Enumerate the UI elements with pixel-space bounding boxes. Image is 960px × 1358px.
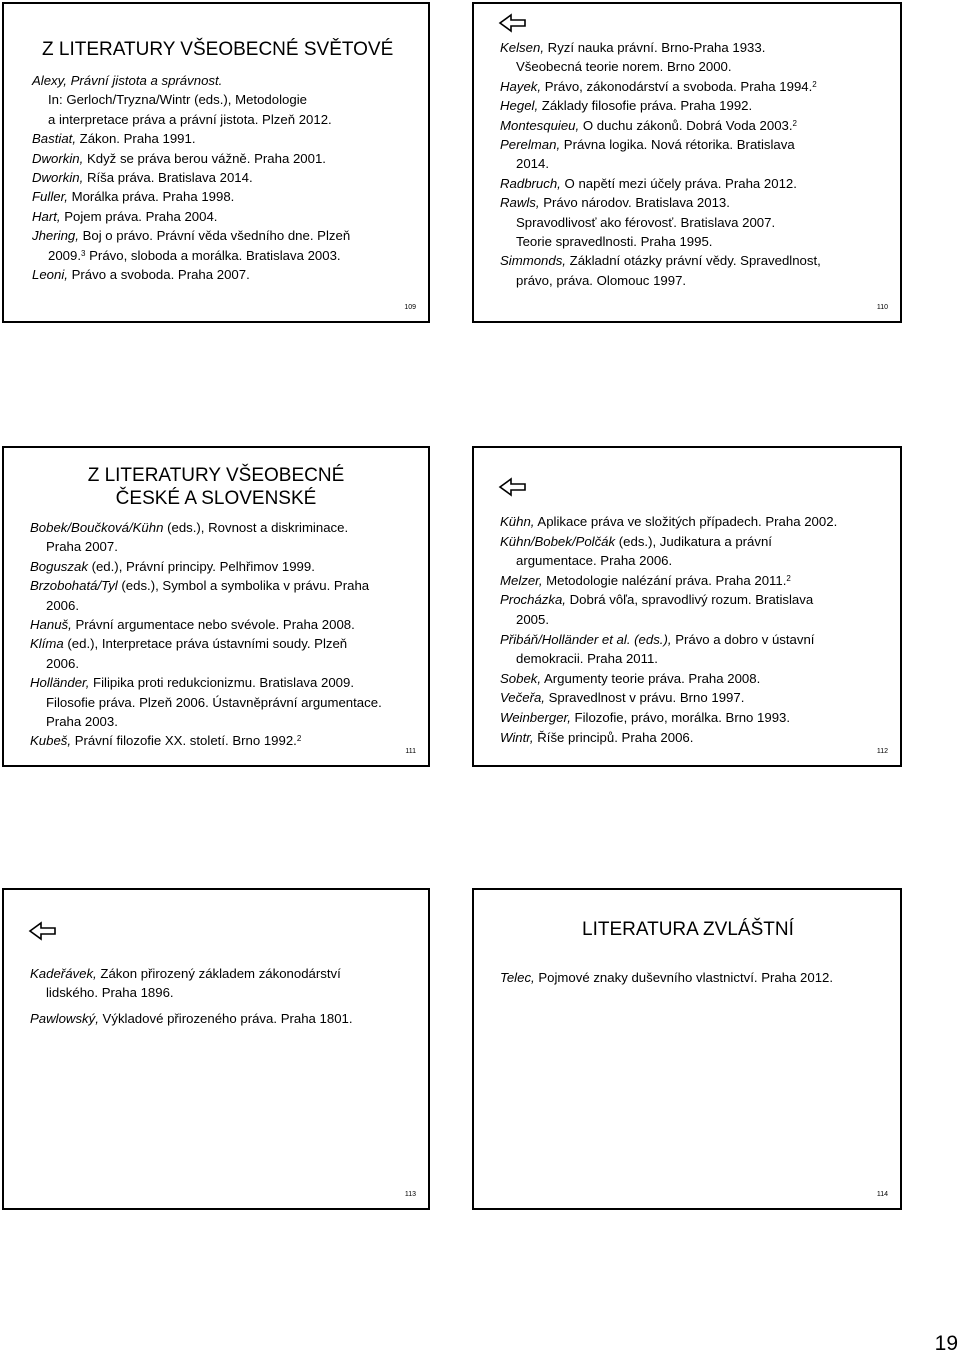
reference-title: (ed.), Interpretace práva ústavními soudy. Plzeň	[63, 636, 348, 652]
reference-author: Melzer,	[500, 572, 543, 588]
left-arrow-icon	[498, 476, 528, 498]
reference-continuation: lidského. Praha 1896.	[46, 985, 174, 1001]
reference-title: Zákon přirozený základem zákonodárství	[96, 966, 341, 981]
reference-title: Dobrá vôľa, spravodlivý rozum. Bratislava	[565, 592, 814, 608]
reference-author: Přibáň/Holländer et al. (eds.),	[500, 631, 672, 647]
slide-title: Z LITERATURY VŠEOBECNÉ SVĚTOVÉ	[42, 39, 394, 60]
reference-entry	[32, 149, 350, 168]
reference-list	[30, 518, 382, 751]
reference-entry	[500, 116, 821, 135]
reference-entry	[500, 669, 837, 689]
reference-entry	[500, 571, 837, 591]
reference-continuation: právo, práva. Olomouc 1997.	[516, 272, 687, 288]
reference-title: Pojmové znaky duševního vlastnictví. Praha 2012.	[534, 970, 834, 985]
reference-continuation: Praha 2003.	[46, 714, 118, 730]
slide-title-line: Z LITERATURY VŠEOBECNÉ	[87, 465, 345, 486]
reference-author: Brzobohatá/Tyl	[30, 578, 118, 594]
reference-entry	[32, 207, 350, 226]
reference-author: Dworkin,	[32, 150, 84, 166]
reference-entry	[32, 71, 350, 129]
reference-continuation: 2006.	[46, 655, 80, 671]
reference-entry	[500, 135, 821, 174]
reference-title: Morálka práva. Praha 1998.	[67, 189, 235, 205]
reference-title: Základní otázky právní vědy. Spravedlnost,	[565, 253, 821, 269]
reference-author: Hayek,	[500, 78, 542, 94]
left-arrow-icon	[28, 920, 58, 942]
reference-title: Aplikace práva ve složitých případech. Praha 2002.	[534, 514, 838, 529]
reference-author: Procházka,	[500, 592, 566, 608]
slide-number: 110	[876, 304, 888, 311]
reference-entry	[32, 187, 350, 206]
reference-continuation: In: Gerloch/Tryzna/Wintr (eds.), Metodologie	[48, 92, 307, 108]
reference-list	[32, 71, 350, 284]
reference-entry	[500, 728, 837, 748]
reference-author: Holländer,	[30, 675, 90, 691]
reference-author: Bobek/Boučková/Kühn	[30, 520, 164, 535]
reference-author: Fuller,	[32, 189, 68, 205]
reference-author: Sobek,	[500, 670, 542, 686]
reference-title: Základy filosofie práva. Praha 1992.	[538, 98, 753, 114]
reference-continuation: Praha 2007.	[46, 539, 118, 555]
edition-superscript: 2	[296, 734, 302, 744]
edition-superscript: 2	[786, 573, 791, 583]
slide-number: 109	[404, 304, 416, 311]
reference-entry	[32, 226, 350, 265]
slide-113	[2, 888, 430, 1210]
reference-title: (ed.), Právní principy. Pelhřimov 1999.	[87, 558, 315, 574]
reference-entry	[32, 168, 350, 187]
reference-author: Hegel,	[500, 98, 539, 114]
reference-title: Filipika proti redukcionizmu. Bratislava 2009.	[89, 675, 354, 691]
reference-entry	[500, 708, 837, 728]
reference-author: Dworkin,	[32, 170, 84, 186]
reference-title: Spravedlnost v právu. Brno 1997.	[544, 690, 745, 706]
slide-title: LITERATURA ZVLÁŠTNÍ	[582, 919, 794, 940]
reference-entry	[30, 1009, 353, 1028]
reference-continuation: 2014.	[516, 156, 550, 172]
reference-author: Kühn/Bobek/Polčák	[500, 533, 616, 549]
reference-author: Simmonds,	[500, 253, 566, 269]
reference-entry	[500, 688, 837, 708]
reference-title: Právo a dobro v ústavní	[671, 631, 815, 647]
reference-title: Ríša práva. Bratislava 2014.	[83, 170, 253, 186]
slide-number: 113	[404, 1191, 416, 1198]
reference-title: Ryzí nauka právní. Brno-Praha 1933.	[544, 40, 766, 55]
edition-superscript: 2	[792, 118, 797, 128]
slide-109	[2, 2, 430, 323]
reference-entry	[32, 129, 350, 148]
reference-title: Právo národov. Bratislava 2013.	[539, 195, 730, 211]
reference-title: Výkladové přirozeného práva. Praha 1801.	[98, 1010, 353, 1026]
reference-entry	[500, 512, 837, 532]
reference-author: Weinberger,	[500, 709, 571, 725]
reference-text: Alexy, Právní jistota a správnost.	[32, 73, 223, 88]
reference-entry	[500, 251, 821, 290]
left-arrow-icon	[498, 12, 528, 34]
reference-author: Telec,	[500, 970, 535, 985]
reference-title: Když se práva berou vážně. Praha 2001.	[83, 150, 326, 166]
reference-entry	[500, 532, 837, 571]
reference-entry	[500, 174, 821, 193]
reference-title: O duchu zákonů. Dobrá Voda 2003.	[579, 117, 793, 133]
reference-author: Kadeřávek,	[30, 966, 97, 981]
slide-111	[2, 446, 430, 767]
reference-title: Říše principů. Praha 2006.	[533, 729, 694, 745]
slide-number: 112	[876, 748, 888, 755]
edition-superscript: 3	[81, 248, 86, 258]
reference-author: Wintr,	[500, 729, 534, 745]
reference-entry	[30, 518, 382, 557]
reference-author: Leoni,	[32, 267, 68, 283]
reference-author: Perelman,	[500, 137, 561, 153]
reference-author: Jhering,	[32, 228, 79, 244]
reference-continuation: a interpretace práva a právní jistota. Plzeň 2012.	[48, 111, 332, 127]
reference-list	[500, 38, 821, 290]
reference-continuation: Spravodlivosť ako férovosť. Bratislava 2007.	[516, 214, 776, 230]
slide-title-line: ČESKÉ A SLOVENSKÉ	[115, 488, 317, 509]
reference-title: Filozofie, právo, morálka. Brno 1993.	[570, 709, 791, 725]
reference-author: Večeřa,	[500, 690, 545, 706]
reference-list	[500, 512, 837, 747]
reference-title: Boj o právo. Právní věda všedního dne. Plzeň	[78, 228, 351, 244]
reference-entry	[30, 557, 382, 576]
reference-title: Právo a svoboda. Praha 2007.	[67, 267, 250, 283]
reference-entry	[500, 193, 821, 251]
reference-title: Metodologie nalézání práva. Praha 2011.	[542, 572, 787, 588]
reference-continuation: 2005.	[516, 611, 550, 627]
reference-entry	[32, 265, 350, 284]
reference-author: Kubeš,	[30, 733, 72, 749]
reference-title: Právo, zákonodárství a svoboda. Praha 1994.	[541, 78, 813, 94]
slide-number: 114	[876, 1191, 888, 1198]
reference-title: (eds.), Judikatura a právní	[615, 533, 772, 549]
reference-continuation: Teorie spravedlnosti. Praha 1995.	[516, 234, 713, 250]
reference-continuation: Filosofie práva. Plzeň 2006. Ústavněprávní argumentace.	[46, 694, 382, 710]
reference-continuation: Všeobecná teorie norem. Brno 2000.	[516, 59, 732, 75]
reference-entry	[30, 576, 382, 615]
reference-author: Kühn,	[500, 514, 535, 529]
reference-continuation: argumentace. Praha 2006.	[516, 553, 673, 569]
reference-author: Klíma	[30, 636, 64, 652]
reference-author: Bastiat,	[32, 131, 76, 147]
reference-entry	[30, 731, 382, 750]
reference-entry	[500, 96, 821, 115]
reference-title: O napětí mezi účely práva. Praha 2012.	[560, 175, 797, 191]
reference-entry	[500, 38, 821, 77]
reference-continuation: 2006.	[46, 597, 80, 613]
reference-author: Boguszak	[30, 558, 88, 574]
reference-title: Právní filozofie XX. století. Brno 1992.	[71, 733, 297, 749]
reference-list	[500, 968, 833, 987]
slide-number: 111	[405, 748, 416, 755]
reference-entry	[500, 968, 833, 987]
reference-title: Zákon. Praha 1991.	[75, 131, 196, 147]
reference-title: Pojem práva. Praha 2004.	[60, 208, 218, 224]
slide-112	[472, 446, 902, 767]
reference-author: Radbruch,	[500, 175, 561, 191]
page-number: 19	[934, 1332, 958, 1355]
reference-title: Právna logika. Nová rétorika. Bratislava	[560, 137, 795, 153]
reference-title: Argumenty teorie práva. Praha 2008.	[541, 670, 761, 686]
edition-superscript: 2	[812, 79, 817, 89]
slide-114	[472, 888, 902, 1210]
reference-entry	[30, 634, 382, 673]
reference-entry	[500, 77, 821, 96]
reference-entry	[500, 590, 837, 629]
reference-author: Pawlowský,	[30, 1010, 99, 1026]
slide-title	[4, 464, 428, 510]
reference-entry	[500, 630, 837, 669]
reference-title: (eds.), Symbol a symbolika v právu. Praha	[117, 578, 370, 594]
slide-110	[472, 2, 902, 323]
reference-title: Právní argumentace nebo svévole. Praha 2008.	[71, 617, 355, 633]
reference-title: (eds.), Rovnost a diskriminace.	[163, 520, 349, 535]
reference-entry	[30, 964, 353, 1003]
reference-continuation: demokracii. Praha 2011.	[516, 651, 658, 667]
reference-author: Montesquieu,	[500, 117, 580, 133]
reference-continuation: 2009.$^3$ Právo, sloboda a morálka. Bratislava 2003.	[48, 247, 341, 263]
reference-author: Kelsen,	[500, 40, 544, 55]
reference-author: Rawls,	[500, 195, 540, 211]
reference-author: Hanuš,	[30, 617, 72, 633]
reference-entry	[30, 673, 382, 731]
reference-author: Hart,	[32, 208, 61, 224]
reference-list	[30, 964, 353, 1028]
reference-entry	[30, 615, 382, 634]
